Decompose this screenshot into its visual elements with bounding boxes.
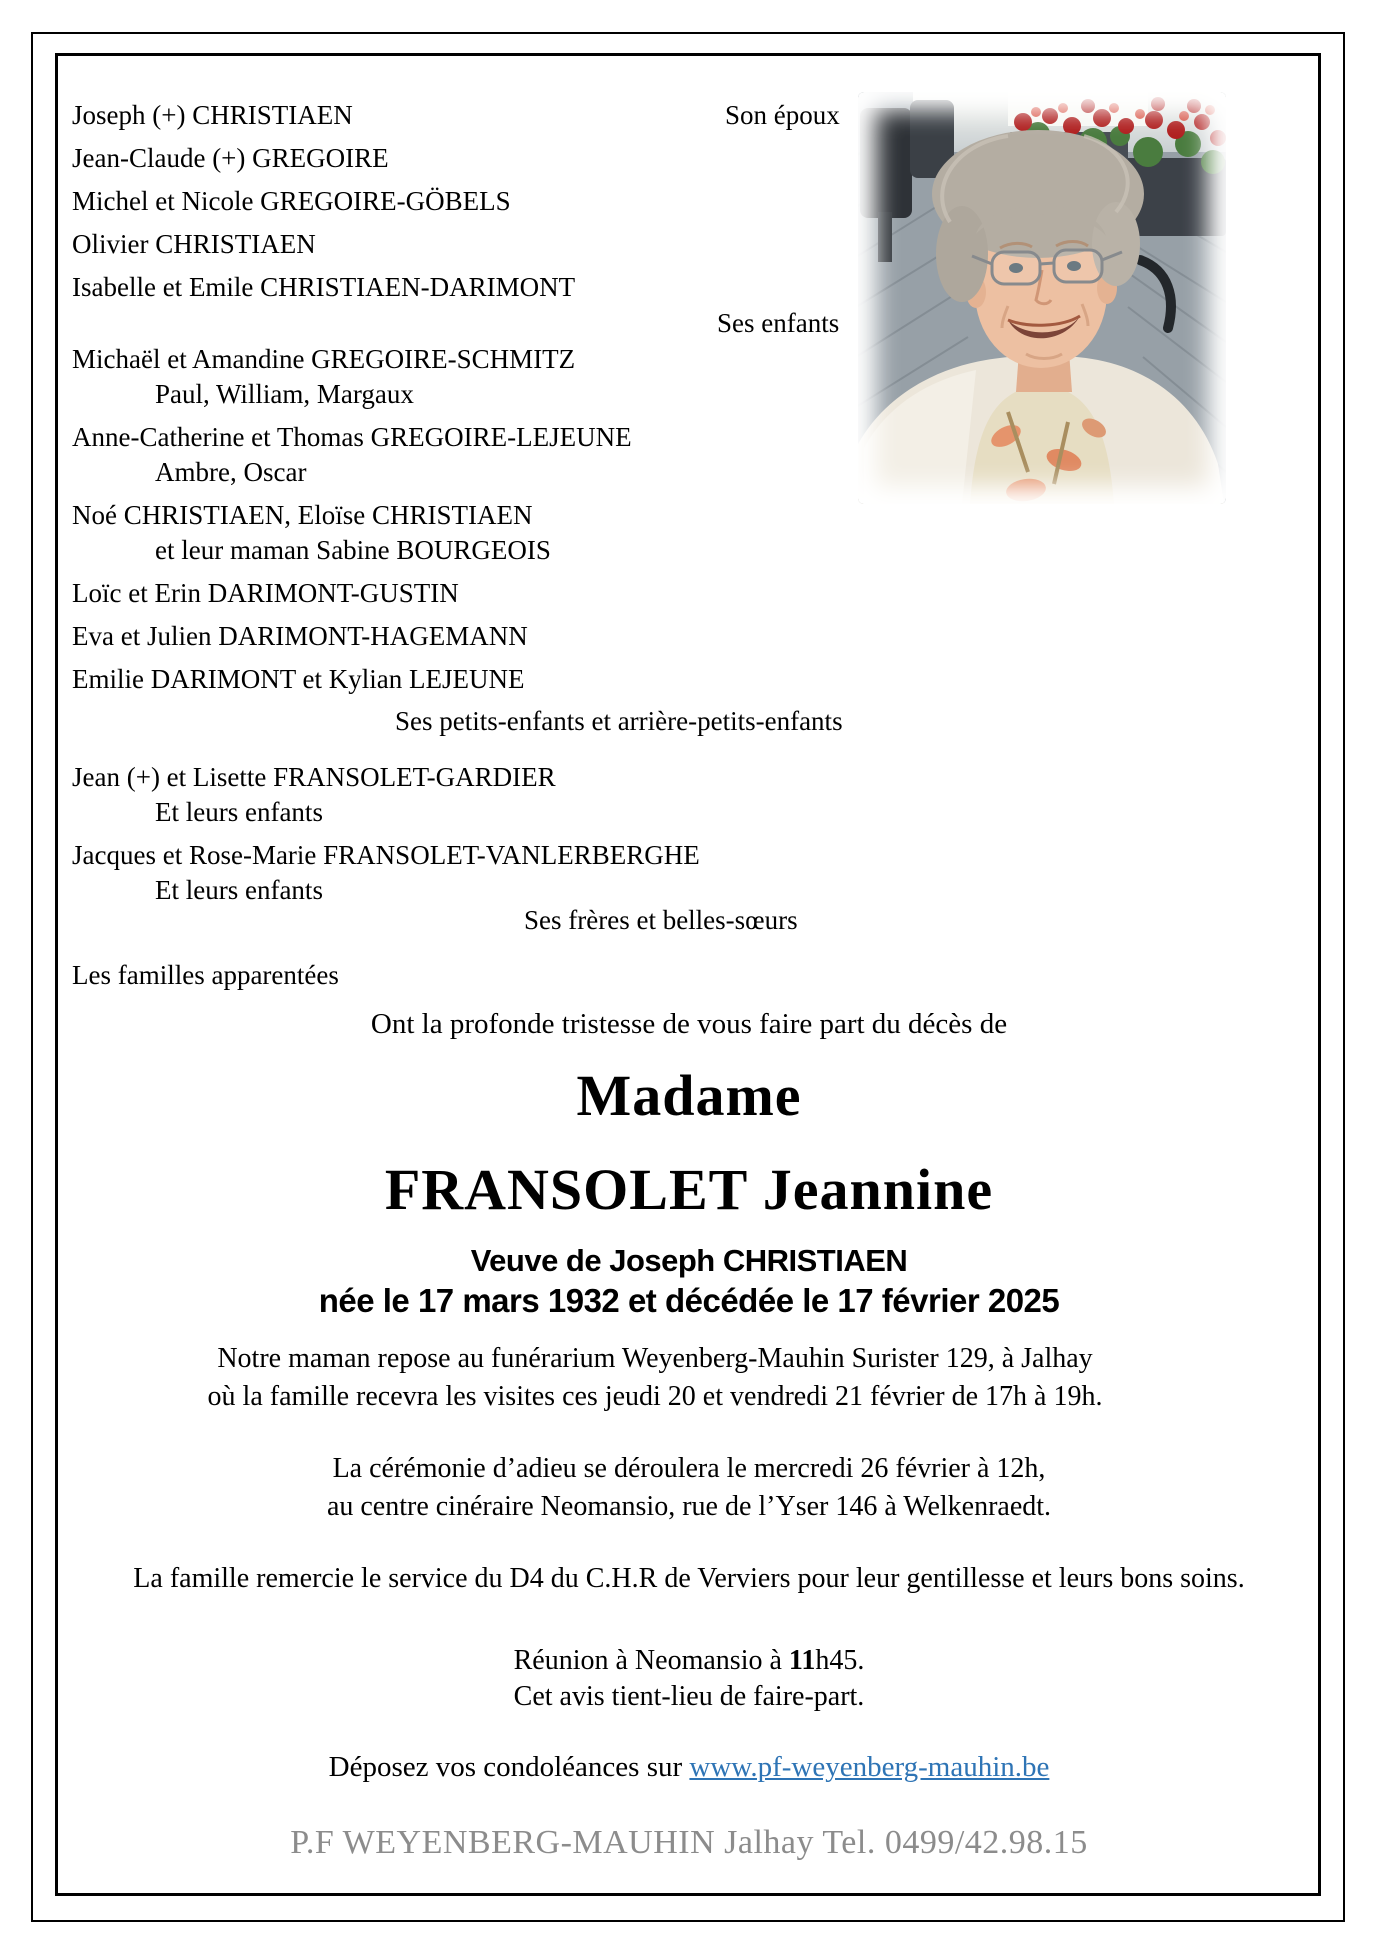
portrait-photo-art bbox=[858, 92, 1226, 504]
reunion-prefix: Réunion à Neomansio à bbox=[513, 1645, 789, 1676]
notice-line: Cet avis tient-lieu de faire-part. bbox=[513, 1681, 865, 1712]
thanks-line: La famille remercie le service du D4 du C.H.R de Verviers pour leur gentillesse et leurs bons soins. bbox=[133, 1563, 1245, 1594]
family-line-related-families: Les familles apparentées bbox=[72, 960, 339, 990]
condolences-prefix: Déposez vos condoléances sur bbox=[328, 1751, 690, 1783]
repose-line-1: Notre maman repose au funérarium Weyenberg-Mauhin Surister 129, à Jalhay bbox=[217, 1343, 1093, 1374]
funeral-home-footer: P.F WEYENBERG-MAUHIN Jalhay Tel. 0499/42.98.15 bbox=[290, 1824, 1088, 1861]
family-line: Olivier CHRISTIAEN bbox=[72, 229, 316, 259]
family-line: Joseph (+) CHRISTIAEN bbox=[72, 100, 353, 130]
family-line: Loïc et Erin DARIMONT-GUSTIN bbox=[72, 578, 459, 608]
portrait-photo bbox=[858, 92, 1226, 504]
family-subline: Et leurs enfants bbox=[155, 797, 323, 827]
family-subline: Ambre, Oscar bbox=[155, 457, 307, 487]
relation-label-spouse: Son époux bbox=[725, 100, 840, 130]
family-line: Emilie DARIMONT et Kylian LEJEUNE bbox=[72, 664, 525, 694]
reunion-line bbox=[0, 1642, 1378, 1680]
repose-line-2: où la famille recevra les visites ces jeudi 20 et vendredi 21 février de 17h à 19h. bbox=[207, 1381, 1103, 1412]
relation-label-siblings: Ses frères et belles-sœurs bbox=[524, 905, 798, 935]
condolences-line bbox=[0, 1748, 1378, 1786]
announcement-intro: Ont la profonde tristesse de vous faire part du décès de bbox=[370, 1008, 1008, 1040]
relation-label-grandchildren: Ses petits-enfants et arrière-petits-enfants bbox=[395, 706, 843, 736]
family-line: Michel et Nicole GREGOIRE-GÖBELS bbox=[72, 186, 511, 216]
reunion-time-bold: 11 bbox=[788, 1645, 816, 1676]
family-line: Jean-Claude (+) GREGOIRE bbox=[72, 143, 389, 173]
condolences-link[interactable]: www.pf-weyenberg-mauhin.be bbox=[689, 1751, 1050, 1783]
family-line: Michaël et Amandine GREGOIRE-SCHMITZ bbox=[72, 344, 576, 374]
reunion-suffix: h45. bbox=[815, 1645, 865, 1676]
family-subline: et leur maman Sabine BOURGEOIS bbox=[155, 535, 551, 565]
family-line: Eva et Julien DARIMONT-HAGEMANN bbox=[72, 621, 528, 651]
deceased-title: Madame bbox=[576, 1063, 802, 1128]
widow-line: Veuve de Joseph CHRISTIAEN bbox=[470, 1243, 908, 1278]
family-subline: Paul, William, Margaux bbox=[155, 379, 414, 409]
family-line: Anne-Catherine et Thomas GREGOIRE-LEJEUNE bbox=[72, 422, 632, 452]
family-line: Jean (+) et Lisette FRANSOLET-GARDIER bbox=[72, 762, 556, 792]
ceremony-line-2: au centre cinéraire Neomansio, rue de l’Yser 146 à Welkenraedt. bbox=[326, 1491, 1052, 1522]
family-line: Isabelle et Emile CHRISTIAEN-DARIMONT bbox=[72, 272, 576, 302]
relation-label-children: Ses enfants bbox=[717, 308, 840, 338]
family-subline: Et leurs enfants bbox=[155, 875, 323, 905]
family-line: Noé CHRISTIAEN, Eloïse CHRISTIAEN bbox=[72, 500, 533, 530]
ceremony-line-1: La cérémonie d’adieu se déroulera le mercredi 26 février à 12h, bbox=[332, 1453, 1046, 1484]
birth-death-dates: née le 17 mars 1932 et décédée le 17 février 2025 bbox=[318, 1282, 1060, 1319]
family-line: Jacques et Rose-Marie FRANSOLET-VANLERBERGHE bbox=[72, 840, 700, 870]
deceased-name: FRANSOLET Jeannine bbox=[384, 1157, 994, 1222]
